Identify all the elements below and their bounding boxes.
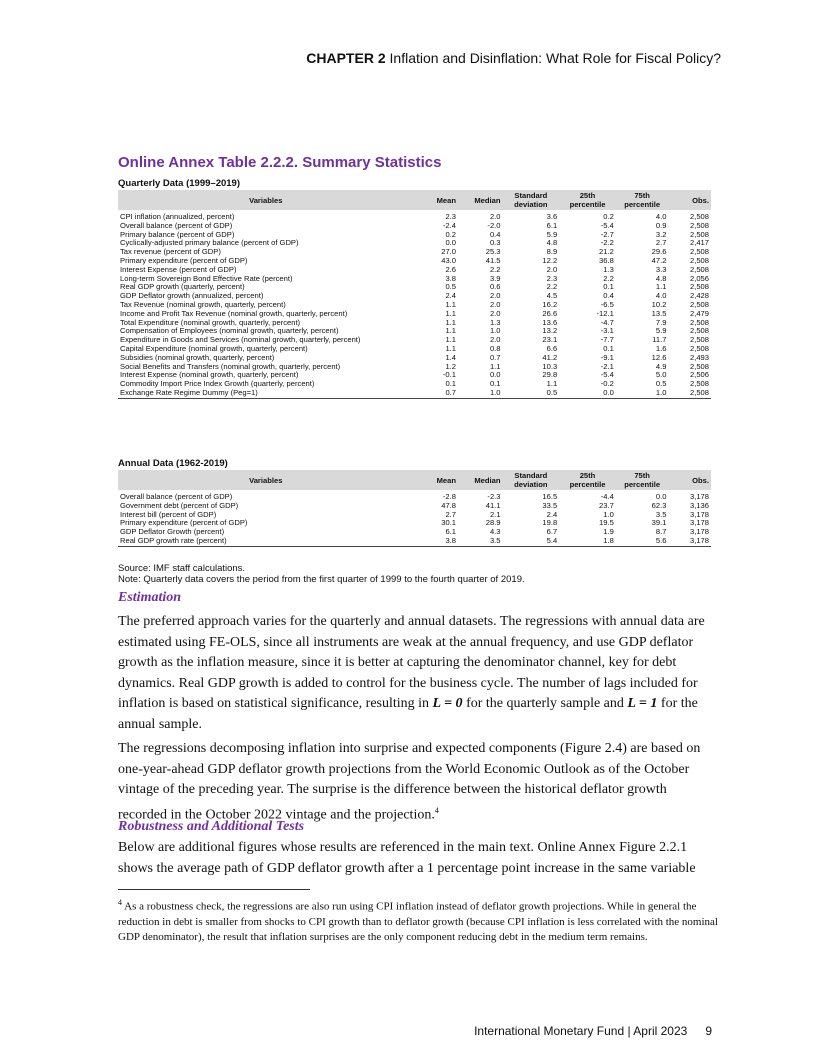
table-cell: -0.2 — [600, 379, 614, 389]
row-label: Overall balance (percent of GDP) — [120, 492, 233, 501]
table-cell: 2,508 — [689, 247, 709, 257]
col-header: Variables — [249, 195, 283, 205]
page-number: 9 — [705, 1024, 712, 1038]
table-cell: 8.9 — [546, 247, 558, 257]
row-label: Primary balance (percent of GDP) — [120, 229, 235, 239]
row-label: CPI inflation (annualized, percent) — [120, 212, 235, 221]
table-cell: 0.5 — [445, 282, 456, 292]
lag-equation-quarterly: L = 0 — [432, 696, 463, 711]
table-cell: 26.6 — [542, 308, 558, 318]
row-label: Interest bill (percent of GDP) — [120, 509, 217, 519]
table-cell: -2.3 — [487, 492, 501, 501]
row-label: Commodity Import Price Index Growth (quarterly, percent) — [120, 379, 315, 389]
table-cell: 5.9 — [546, 229, 558, 239]
table-cell: -2.1 — [600, 361, 614, 371]
table-cell: 5.0 — [655, 370, 667, 380]
table-cell: 3,178 — [668, 537, 711, 546]
chapter-label: CHAPTER 2 — [306, 50, 386, 66]
table-cell: 0.0 — [445, 238, 456, 248]
table-cell: 1.1 — [655, 282, 667, 292]
table-cell: 2,506 — [689, 370, 709, 380]
table-cell: 2,508 — [689, 335, 709, 345]
estimation-text-c: for the annual sample. — [118, 696, 698, 732]
table-cell: -7.7 — [600, 335, 614, 345]
table-cell: 3.5 — [458, 537, 503, 546]
table-cell: 1.1 — [445, 299, 456, 309]
table-cell: -2.7 — [600, 229, 614, 239]
table-cell: 16.2 — [542, 299, 558, 309]
table-cell: 0.7 — [413, 389, 458, 398]
table-cell: 2,508 — [689, 264, 709, 274]
table-cell: 33.5 — [542, 500, 558, 510]
table-cell: 6.6 — [546, 343, 558, 353]
table-cell: 3,178 — [689, 527, 709, 537]
table-cell: 2,508 — [689, 299, 709, 309]
table-title: Online Annex Table 2.2.2. Summary Statistics — [118, 154, 442, 171]
col-header: 75th percentile — [624, 191, 661, 209]
footer-text: International Monetary Fund | April 2023 — [474, 1024, 688, 1038]
table-cell: 5.4 — [503, 537, 560, 546]
table-cell: 47.2 — [651, 255, 667, 265]
table-cell: -5.4 — [600, 220, 614, 230]
table-row — [118, 537, 711, 546]
table-cell: 2,508 — [689, 379, 709, 389]
quarterly-label: Quarterly Data (1999–2019) — [118, 178, 240, 189]
table-cell: 12.2 — [542, 255, 558, 265]
table-cell: 2.7 — [445, 509, 456, 519]
table-row — [118, 389, 711, 398]
table-cell: 0.0 — [489, 370, 501, 380]
table-cell: 0.9 — [655, 220, 667, 230]
table-cell: 4.5 — [546, 291, 558, 301]
table-cell: 3.3 — [655, 264, 667, 274]
table-cell: 1.3 — [603, 264, 614, 274]
row-label: Real GDP growth rate (percent) — [118, 537, 413, 546]
row-label: Expenditure in Goods and Services (nominal growth, quarterly, percent) — [120, 335, 361, 345]
col-header: Median — [474, 195, 501, 205]
table-cell: 0.1 — [489, 379, 501, 389]
row-label: Subsidies (nominal growth, quarterly, percent) — [120, 352, 275, 362]
footnote-divider — [118, 889, 310, 890]
table-cell: -5.4 — [600, 370, 614, 380]
table-cell: 2.4 — [445, 291, 456, 301]
table-cell: 3.2 — [655, 229, 667, 239]
table-cell: 0.2 — [603, 212, 614, 221]
table-cell: 4.3 — [489, 527, 501, 537]
estimation-text-a: The preferred approach varies for the quarterly and annual datasets. The regressions with annual data are estimated using FE-OLS, since all instruments are weak at the annual frequency, and use GDP deflator growth as the inflation measure, since it is better at capturing the denominator channel, key for debt dynamics. Real GDP growth is added to control for the business cycle. The number of lags included for inflation is based on statistical significance, resulting in — [118, 614, 705, 711]
table-cell: 0.1 — [445, 379, 456, 389]
table-cell: 1.1 — [445, 335, 456, 345]
table-cell: 0.8 — [489, 343, 501, 353]
table-cell: 21.2 — [599, 247, 614, 257]
estimation-paragraph-2 — [118, 739, 718, 826]
table-cell: 7.9 — [655, 317, 667, 327]
table-cell: 2.7 — [655, 238, 667, 248]
table-cell: 6.1 — [445, 527, 456, 537]
table-cell: 1.0 — [458, 389, 503, 398]
table-cell: 19.8 — [542, 518, 558, 528]
page-header — [306, 50, 721, 66]
table-cell: -4.7 — [600, 317, 614, 327]
table-note: Note: Quarterly data covers the period from the first quarter of 1999 to the fourth quarter of 2019. — [118, 574, 525, 585]
table-cell: 1.1 — [445, 326, 456, 336]
row-label: Tax Revenue (nominal growth, quarterly, percent) — [120, 299, 286, 309]
table-cell: 0.6 — [489, 282, 501, 292]
row-label: Overall balance (percent of GDP) — [120, 220, 233, 230]
table-cell: 1.0 — [616, 389, 669, 398]
table-cell: 1.1 — [445, 343, 456, 353]
table-cell: 1.0 — [489, 326, 501, 336]
table-source: Source: IMF staff calculations. — [118, 563, 246, 574]
table-cell: 0.2 — [445, 229, 456, 239]
table-cell: 2,508 — [689, 326, 709, 336]
table-cell: 30.1 — [441, 518, 456, 528]
table-cell: 28.9 — [485, 518, 501, 528]
table-cell: 6.1 — [546, 220, 558, 230]
table-cell: 2,508 — [689, 361, 709, 371]
col-header: 25th percentile — [569, 191, 606, 209]
row-label: Interest Expense (nominal growth, quarterly, percent) — [120, 370, 299, 380]
table-cell: 13.2 — [542, 326, 558, 336]
table-header-row — [118, 190, 711, 210]
table-cell: 36.8 — [599, 255, 614, 265]
row-label: Interest Expense (percent of GDP) — [120, 264, 237, 274]
row-label: GDP Deflator growth (annualized, percent) — [120, 291, 264, 301]
table-cell: 1.1 — [445, 308, 456, 318]
table-cell: 41.2 — [542, 352, 558, 362]
table-cell: 0.4 — [489, 229, 501, 239]
table-cell: 1.0 — [603, 509, 614, 519]
row-label: Primary expenditure (percent of GDP) — [120, 518, 248, 528]
table-cell: 47.8 — [441, 500, 456, 510]
table-cell: 2,508 — [689, 220, 709, 230]
table-cell: 23.7 — [599, 500, 614, 510]
col-header: Standard deviation — [514, 191, 548, 209]
table-cell: 2.0 — [546, 264, 558, 274]
table-cell: 1.2 — [445, 361, 456, 371]
table-cell: 4.8 — [546, 238, 558, 248]
table-cell: -2.2 — [600, 238, 614, 248]
lag-equation-annual: L = 1 — [627, 696, 658, 711]
table-cell: 12.6 — [651, 352, 667, 362]
footnote — [118, 895, 718, 945]
table-cell: 3.8 — [413, 537, 458, 546]
table-cell: -9.1 — [600, 352, 614, 362]
table-cell: 3.5 — [655, 509, 667, 519]
table-source-note — [118, 563, 525, 585]
table-cell: 16.5 — [542, 492, 558, 501]
table-cell: 2.0 — [489, 212, 501, 221]
table-cell: 2.3 — [546, 273, 558, 283]
table-cell: -12.1 — [596, 308, 614, 318]
quarterly-table — [118, 190, 711, 399]
table-cell: 19.5 — [599, 518, 614, 528]
table-cell: 1.1 — [445, 317, 456, 327]
estimation-heading: Estimation — [118, 590, 182, 605]
table-cell: 0.7 — [489, 352, 501, 362]
table-cell: 11.7 — [652, 335, 667, 345]
table-cell: 3,178 — [689, 518, 709, 528]
table-cell: 2.4 — [546, 509, 558, 519]
table-cell: 1.3 — [489, 317, 501, 327]
col-header: 75th percentile — [624, 471, 661, 489]
table-cell: -2.8 — [442, 492, 456, 501]
table-cell: 62.3 — [651, 500, 667, 510]
table-cell: 1.9 — [603, 527, 614, 537]
table-cell: 8.7 — [655, 527, 667, 537]
row-label: GDP Deflator Growth (percent) — [120, 527, 225, 537]
table-cell: 4.8 — [655, 273, 667, 283]
table-cell: 3,136 — [689, 500, 709, 510]
footnote-text: As a robustness check, the regressions are also run using CPI inflation instead of deflator growth projections. While in general the reduction in debt is smaller from shocks to CPI growth than to deflator growth (because CPI inflation is less correlated with the nominal GDP denominator), the result that inflation surprises are the only component reducing debt in the medium term remains. — [118, 900, 718, 943]
table-cell: 23.1 — [542, 335, 558, 345]
col-header: Obs. — [692, 195, 709, 205]
col-header: 25th percentile — [569, 471, 606, 489]
annual-label: Annual Data (1962-2019) — [118, 458, 228, 469]
chapter-title: Inflation and Disinflation: What Role for Fiscal Policy? — [389, 50, 721, 66]
row-label: Compensation of Employees (nominal growth, quarterly, percent) — [120, 326, 339, 336]
footnote-ref[interactable]: 4 — [434, 805, 439, 815]
table-cell: 0.5 — [503, 389, 560, 398]
table-cell: 39.1 — [651, 518, 667, 528]
table-cell: 29.8 — [542, 370, 558, 380]
table-cell: 2.0 — [489, 335, 501, 345]
table-cell: 13.6 — [542, 317, 558, 327]
table-cell: 5.6 — [616, 537, 669, 546]
table-cell: 4.9 — [655, 361, 667, 371]
row-label: Cyclically-adjusted primary balance (percent of GDP) — [120, 238, 299, 248]
table-cell: 4.0 — [655, 212, 667, 221]
table-cell: 2.0 — [489, 308, 501, 318]
table-cell: 2,428 — [689, 291, 709, 301]
table-cell: 13.5 — [651, 308, 667, 318]
row-label: Social Benefits and Transfers (nominal growth, quarterly, percent) — [120, 361, 341, 371]
estimation-text-p2: The regressions decomposing inflation into surprise and expected components (Figure 2.4) are based on one-year-ahead GDP deflator growth projections from the World Economic Outlook as of the October vintage of the preceding year. The surprise is the difference between the historical deflator growth recorded in the October 2022 vintage and the projection. — [118, 741, 701, 823]
table-cell: 3,178 — [689, 509, 709, 519]
table-cell: -2.0 — [487, 220, 501, 230]
row-label: Capital Expenditure (nominal growth, quarterly, percent) — [120, 343, 308, 353]
row-label: Primary expenditure (percent of GDP) — [120, 255, 248, 265]
table-cell: 1.6 — [655, 343, 667, 353]
table-cell: 29.6 — [651, 247, 667, 257]
table-cell: 3.8 — [445, 273, 456, 283]
table-cell: 1.4 — [445, 352, 456, 362]
row-label: Exchange Rate Regime Dummy (Peg=1) — [118, 389, 413, 398]
table-cell: 43.0 — [441, 255, 456, 265]
col-header: Standard deviation — [514, 471, 548, 489]
row-label: Real GDP growth (quarterly, percent) — [120, 282, 245, 292]
col-header: Obs. — [692, 475, 709, 485]
table-cell: -3.1 — [600, 326, 614, 336]
table-cell: 5.9 — [655, 326, 667, 336]
table-cell: 2,479 — [689, 308, 709, 318]
estimation-paragraph-1 — [118, 612, 718, 735]
table-cell: 2.2 — [603, 273, 614, 283]
table-cell: 2,508 — [689, 255, 709, 265]
table-cell: 2,508 — [689, 317, 709, 327]
page-footer — [474, 1024, 712, 1038]
row-label: Tax revenue (percent of GDP) — [120, 247, 221, 257]
table-cell: 2.6 — [445, 264, 456, 274]
table-cell: 3.6 — [546, 212, 558, 221]
table-cell: 41.5 — [485, 255, 501, 265]
table-cell: 2.1 — [489, 509, 501, 519]
table-cell: 0.3 — [489, 238, 501, 248]
table-cell: 2,508 — [689, 229, 709, 239]
table-header-row — [118, 470, 711, 490]
robustness-heading: Robustness and Additional Tests — [118, 819, 305, 834]
row-label: Government debt (percent of GDP) — [120, 500, 239, 510]
table-cell: 0.1 — [603, 282, 614, 292]
col-header: Variables — [249, 475, 283, 485]
table-cell: 1.8 — [559, 537, 616, 546]
table-cell: 25.3 — [485, 247, 501, 257]
estimation-text-b: for the quarterly sample and — [466, 696, 624, 711]
table-cell: 2.2 — [489, 264, 501, 274]
table-cell: 27.0 — [441, 247, 456, 257]
table-cell: -0.1 — [442, 370, 456, 380]
table-cell: 10.3 — [542, 361, 558, 371]
table-cell: 2.3 — [445, 212, 456, 221]
table-cell: 0.0 — [559, 389, 616, 398]
table-cell: 2,508 — [689, 212, 709, 221]
table-cell: 2,056 — [689, 273, 709, 283]
table-cell: 2,508 — [689, 282, 709, 292]
table-cell: 2,508 — [668, 389, 711, 398]
col-header: Mean — [436, 195, 456, 205]
robustness-paragraph-1: Below are additional figures whose results are referenced in the main text. Online Annex Figure 2.2.1 shows the average path of GDP deflator growth after a 1 percentage point increase in the same variable — [118, 840, 696, 876]
table-cell: 0.0 — [655, 492, 667, 501]
annual-table — [118, 470, 711, 547]
table-cell: 10.2 — [651, 299, 667, 309]
table-cell: 2,417 — [689, 238, 709, 248]
row-label: Income and Profit Tax Revenue (nominal growth, quarterly, percent) — [120, 308, 348, 318]
table-cell: 4.0 — [655, 291, 667, 301]
col-header: Mean — [436, 475, 456, 485]
table-cell: 2,493 — [689, 352, 709, 362]
col-header: Median — [474, 475, 501, 485]
table-cell: 0.4 — [603, 291, 614, 301]
table-cell: 0.5 — [655, 379, 667, 389]
table-cell: 3,178 — [689, 492, 709, 501]
table-cell: 1.1 — [489, 361, 501, 371]
table-cell: 41.1 — [485, 500, 501, 510]
row-label: Total Expenditure (nominal growth, quarterly, percent) — [120, 317, 301, 327]
table-cell: 2.2 — [546, 282, 558, 292]
table-cell: 6.7 — [546, 527, 558, 537]
table-cell: -2.4 — [442, 220, 456, 230]
table-cell: -6.5 — [600, 299, 614, 309]
table-cell: 0.1 — [603, 343, 614, 353]
table-cell: -4.4 — [600, 492, 614, 501]
row-label: Long-term Sovereign Bond Effective Rate (percent) — [120, 273, 293, 283]
table-cell: 2,508 — [689, 343, 709, 353]
table-cell: 1.1 — [546, 379, 558, 389]
table-cell: 2.0 — [489, 299, 501, 309]
footnote-number: 4 — [118, 898, 122, 907]
table-cell: 3.9 — [489, 273, 501, 283]
table-cell: 2.0 — [489, 291, 501, 301]
